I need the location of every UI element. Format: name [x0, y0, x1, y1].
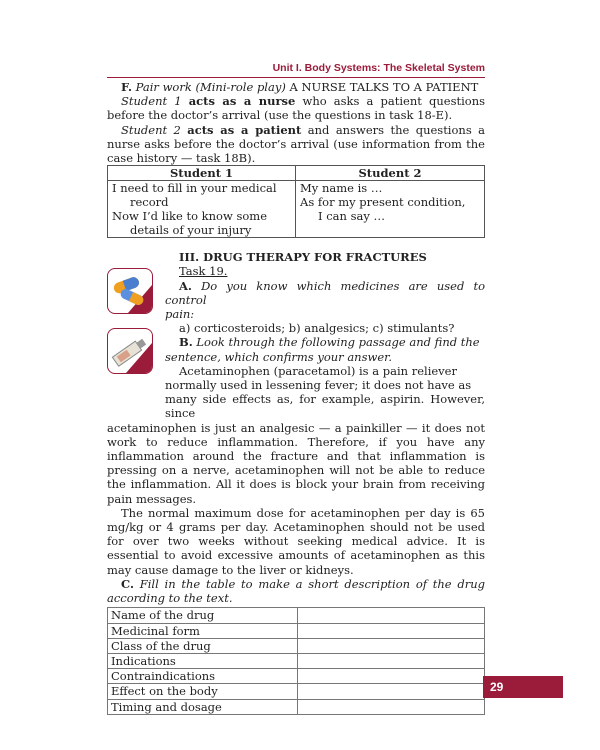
answer-cell[interactable] — [298, 623, 485, 638]
student-1-phrases — [108, 181, 296, 238]
student-2-phrases — [296, 181, 485, 238]
row-label: Medicinal form — [108, 623, 298, 638]
table-row — [108, 653, 485, 668]
task-19-block — [165, 264, 485, 420]
task-19a-question — [165, 279, 485, 307]
table-row — [108, 684, 485, 699]
table-row — [108, 669, 485, 684]
row-label: Class of the drug — [108, 638, 298, 653]
student-2-instructions — [107, 123, 485, 166]
task-19c — [107, 577, 485, 605]
task-19a-question-end — [165, 307, 485, 321]
task-a-text-end: pain: — [165, 307, 195, 322]
ointment-tube-icon — [107, 328, 153, 374]
row-label: Timing and dosage — [108, 699, 298, 714]
row-label: Contraindications — [108, 669, 298, 684]
student-1-text: who asks a patient questions before the doctor’s arrival (use the questions in task 18-E). — [107, 94, 486, 123]
phrase: I can say … — [318, 209, 385, 224]
task-c-text: Fill in the table to make a short description of the drug according to the text. — [107, 576, 485, 606]
phrase: record — [130, 195, 169, 210]
table-row — [108, 699, 485, 714]
passage-paragraph-2: The normal maximum dose for acetaminophen per day is 65 mg/kg or 4 grams per day. Acetaminophen should not be used for over two weeks without seeking medical advice. It is essential to avoid excessive amounts of acetaminophen as this may cause damage to the liver or kidneys. — [107, 505, 485, 577]
row-label: Name of the drug — [108, 608, 298, 623]
task-19b-question — [165, 335, 485, 349]
task-f-heading — [107, 80, 485, 94]
answer-cell[interactable] — [298, 608, 485, 623]
task-c-label: C. — [121, 576, 134, 591]
phrase: details of your injury — [130, 223, 252, 238]
task-a-text: Do you know which medicines are used to control — [165, 278, 486, 307]
page-number: 29 — [490, 680, 504, 694]
student-1-instructions — [107, 94, 485, 122]
header-title: Unit I. Body Systems: The Skeletal System — [272, 62, 485, 74]
drug-description-table — [107, 607, 485, 714]
phrase: As for my present condition, — [300, 195, 466, 210]
students-table-header: Student 1 — [108, 166, 296, 181]
student-2-text: and answers the questions a nurse asks before the doctor’s arrival (use information from the case history — task 18B). — [107, 122, 485, 166]
students-table-header: Student 2 — [296, 166, 485, 181]
answer-cell[interactable] — [298, 653, 485, 668]
task-b-label: B. — [179, 335, 193, 350]
task-19a-options: a) corticosteroids; b) analgesics; c) stimulants? — [179, 321, 455, 336]
student-1-role: acts as a nurse — [188, 94, 296, 109]
answer-cell[interactable] — [298, 684, 485, 699]
table-row — [108, 608, 485, 623]
row-label: Effect on the body — [108, 684, 298, 699]
phrase: My name is … — [300, 181, 383, 196]
section-title: III. DRUG THERAPY FOR FRACTURES — [179, 250, 427, 265]
task-19b-question-end — [165, 350, 485, 364]
answer-cell[interactable] — [298, 669, 485, 684]
student-2-role: acts as a patient — [187, 122, 302, 137]
student-2-name: Student 2 — [121, 122, 181, 137]
task-f-mode: Pair work (Mini-role play) — [135, 80, 286, 94]
passage-line: Acetaminophen (paracetamol) is a pain reliever — [179, 363, 457, 378]
passage-line: many side effects as, for example, aspirin. However, since — [165, 392, 485, 421]
task-f-label: F. — [121, 80, 133, 94]
students-table — [107, 165, 485, 238]
table-row — [108, 623, 485, 638]
running-header — [107, 56, 485, 78]
passage-paragraph-1: acetaminophen is just an analgesic — a painkiller — it does not work to reduce inflammation. Therefore, if you have any inflammation around the fracture and that inflammation is pressing on a nerve, acetaminophen will not be able to reduce the inflammation. All it does is block your brain from receiving pain messages. — [107, 420, 485, 506]
page-content — [107, 80, 485, 715]
pills-icon — [107, 268, 153, 314]
passage-line: normally used in lessening fever; it does not have as — [165, 378, 472, 393]
table-row — [108, 638, 485, 653]
answer-cell[interactable] — [298, 699, 485, 714]
answer-cell[interactable] — [298, 638, 485, 653]
task-b-text-end: sentence, which confirms your answer. — [165, 349, 393, 364]
row-label: Indications — [108, 653, 298, 668]
phrase: Now I’d like to know some — [112, 209, 268, 224]
task-19-label: Task 19. — [179, 264, 228, 279]
student-1-name: Student 1 — [121, 94, 182, 109]
task-f-title: A NURSE TALKS TO A PATIENT — [289, 80, 479, 94]
task-a-label: A. — [179, 278, 192, 293]
task-b-text: Look through the following passage and find the — [196, 335, 480, 350]
phrase: I need to fill in your medical — [112, 181, 277, 196]
